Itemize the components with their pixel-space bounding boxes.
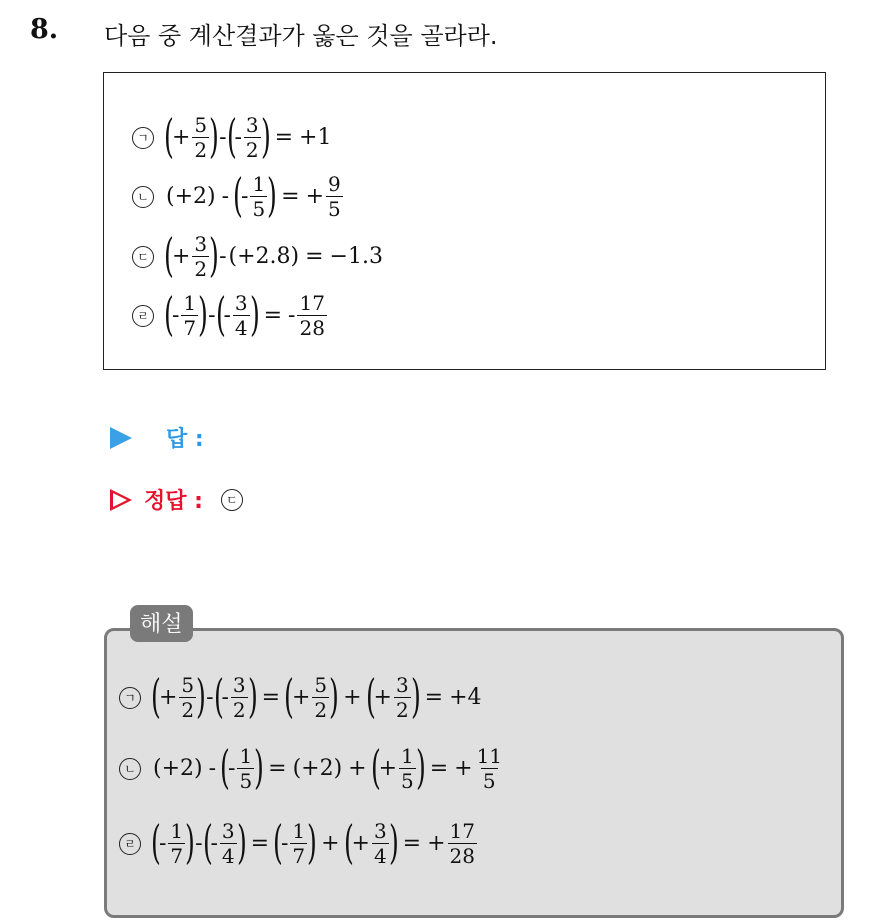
choice-d: ㄹ ( - $\frac{1}{7}$ ) - ( - $\frac{3}{4}$ ) = - $\frac{17}{28}$ (132, 291, 329, 340)
question-text: 다음 중 계산결과가 옳은 것을 골라라. (104, 22, 498, 50)
choice-mark: ㄱ (132, 127, 154, 149)
choice-c: ㄷ ( + $\frac{3}{2}$ ) - (+2.8) = −1.3 (132, 232, 383, 281)
solution-mark: ㄹ (119, 833, 141, 855)
choice-mark: ㄷ (132, 246, 154, 268)
choice-mark: ㄹ (132, 305, 154, 327)
solution-mark: ㄴ (119, 758, 141, 780)
solution-line-a: ㄱ ( + $\frac{5}{2}$ ) - ( - $\frac{3}{2}$ ) = ( + $\frac{5}{2}$ ) + ( + $\frac{3}{2}$ ) = +4 (119, 673, 482, 722)
answer-arrow-icon (110, 427, 132, 449)
choice-a: ㄱ ( + $\frac{5}{2}$ ) - ( - $\frac{3}{2}$ ) = +1 (132, 113, 331, 162)
correct-answer-row (110, 484, 255, 515)
solution-mark: ㄱ (119, 687, 141, 709)
solution-box (104, 628, 844, 918)
solution-line-b: ㄴ (+2) - ( - $\frac{1}{5}$ ) = (+2) + ( + $\frac{1}{5}$ ) = + $\frac{11}{5}$ (119, 744, 506, 793)
choice-mark: ㄴ (132, 186, 154, 208)
correct-answer-value: ㄷ (221, 489, 243, 511)
answer-row (110, 422, 220, 453)
solution-tab: 해설 (130, 605, 193, 642)
choice-b: ㄴ (+2) - ( - $\frac{1}{5}$ ) = + $\frac{9}{5}$ (132, 172, 345, 221)
correct-arrow-icon (110, 489, 132, 511)
solution-line-d: ㄹ ( - $\frac{1}{7}$ ) - ( - $\frac{3}{4}$ ) = ( - $\frac{1}{7}$ ) + ( + $\frac{3}{4}$ ) = + $\frac{17}{28}$ (119, 819, 479, 868)
choices-box (103, 72, 826, 370)
question-number: 8. (30, 14, 59, 45)
answer-label: 답 : (166, 427, 204, 452)
correct-answer-label: 정답 : (144, 489, 203, 514)
